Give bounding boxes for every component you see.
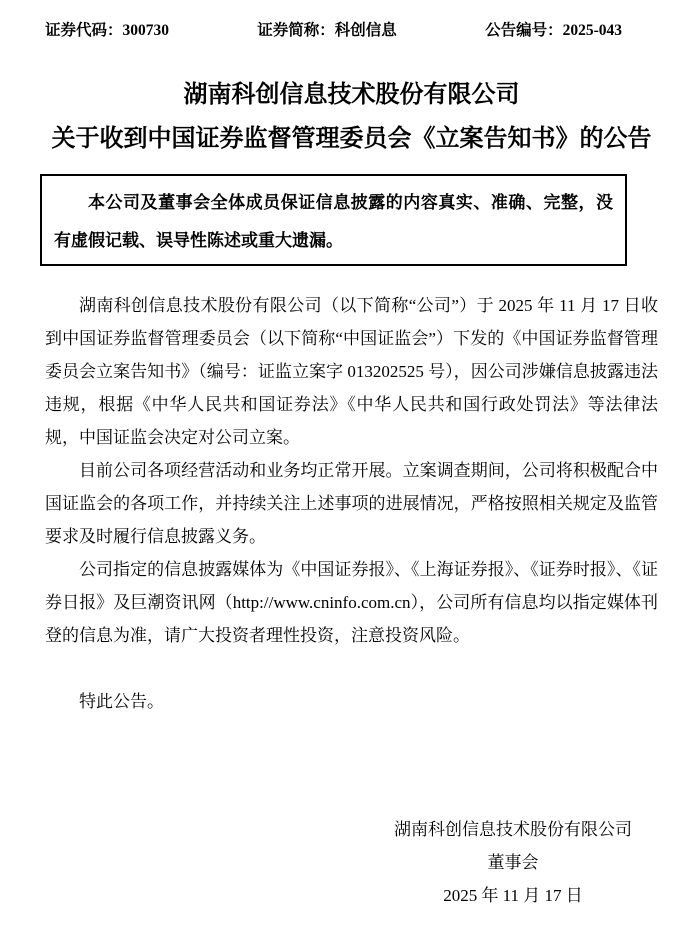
disclaimer-box — [40, 174, 627, 266]
document-title-subject: 关于收到中国证券监督管理委员会《立案告知书》的公告 — [51, 125, 652, 152]
stock-name-field: 证券简称：科创信息 — [257, 22, 397, 39]
closing-statement: 特此公告。 — [79, 692, 164, 711]
signature-block — [394, 813, 632, 912]
document-header — [45, 20, 658, 42]
document-body — [45, 289, 658, 718]
announcement-number-field: 公告编号：2025-043 — [485, 22, 622, 39]
document-title-company: 湖南科创信息技术股份有限公司 — [183, 81, 520, 108]
paragraph-disclosure-media: 公司指定的信息披露媒体为《中国证券报》、《上海证券报》、《证券时报》、《证券日报》及巨潮资讯网（http://www.cninfo.com.cn），公司所有信息均以指定媒体刊登的信息为准，请广大投资者理性投资，注意投资风险。 — [45, 560, 658, 645]
signature-board: 董事会 — [487, 853, 539, 872]
signature-company: 湖南科创信息技术股份有限公司 — [394, 820, 632, 839]
disclaimer-text: 本公司及董事会全体成员保证信息披露的内容真实、准确、完整，没有虚假记载、误导性陈述或重大遗漏。 — [54, 193, 613, 250]
signature-date: 2025 年 11 月 17 日 — [443, 886, 583, 905]
paragraph-business-status: 目前公司各项经营活动和业务均正常开展。立案调查期间，公司将积极配合中国证监会的各项工作，并持续关注上述事项的进展情况，严格按照相关规定及监管要求及时履行信息披露义务。 — [45, 461, 658, 546]
stock-code-field: 证券代码：300730 — [45, 22, 170, 39]
paragraph-case-filing: 湖南科创信息技术股份有限公司（以下简称“公司”）于 2025 年 11 月 17 日收到中国证券监督管理委员会（以下简称“中国证监会”）下发的《中国证券监督管理委员会立案告知书》（编号：证监立案字 013202525 号），因公司涉嫌信息披露违法违规，根据《中华人民共和国证券法》《中华人民共和国行政处罚法》等法律法规，中国证监会决定对公司立案。 — [45, 296, 658, 447]
